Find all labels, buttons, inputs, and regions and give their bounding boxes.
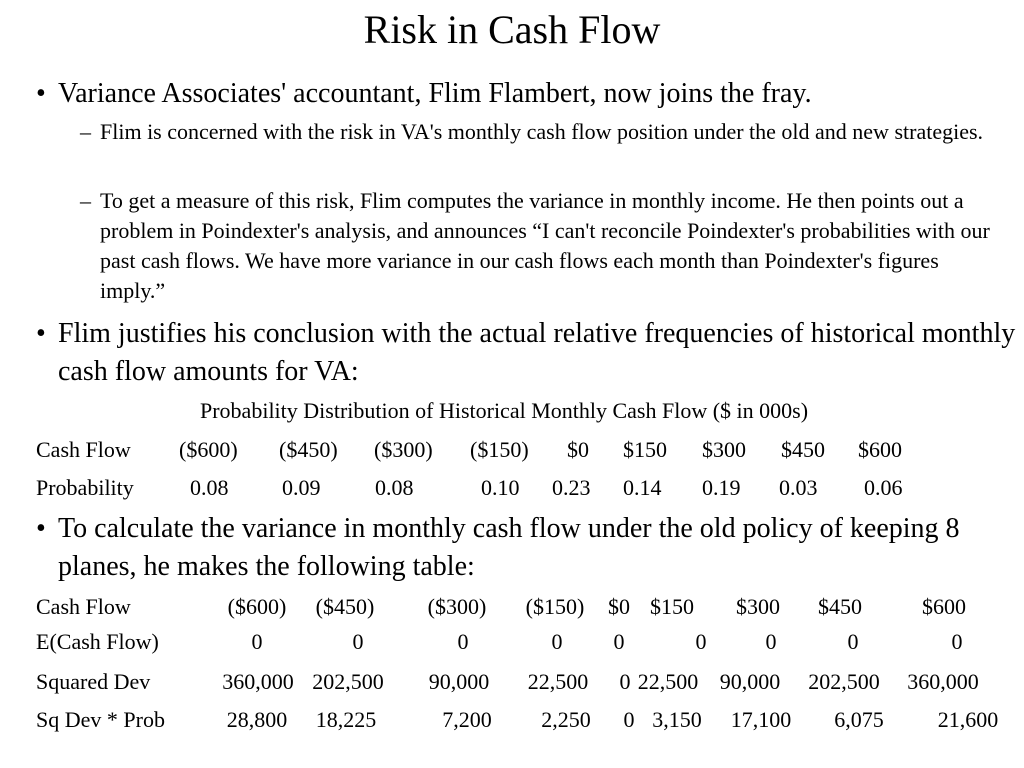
table-cell: $300 [736, 594, 780, 619]
probability-value: 0.06 [864, 475, 903, 500]
row-label: E(Cash Flow) [36, 629, 159, 654]
table-cell: 2,250 [541, 707, 591, 732]
table-cell: 0 [613, 629, 625, 654]
row-label: Cash Flow [36, 594, 131, 619]
slide-title: Risk in Cash Flow [363, 7, 661, 52]
table-cell: 22,500 [527, 669, 589, 694]
row-label: Probability [36, 475, 134, 500]
cash-flow-value: $300 [702, 437, 746, 462]
table-cell: 22,500 [637, 669, 699, 694]
table-cell: 0 [847, 629, 859, 654]
table-cell: 17,100 [730, 707, 792, 732]
sub-bullet-text: Flim is concerned with the risk in VA's monthly cash flow position under the old and new strategies. [100, 119, 984, 144]
bullet-marker: • [36, 513, 46, 544]
table-cell: ($600) [227, 594, 287, 619]
table-cell: 0 [765, 629, 777, 654]
table-cell: 0 [623, 707, 635, 732]
table-cell: 90,000 [719, 669, 781, 694]
sub-bullet-variance-measure [80, 186, 1000, 306]
sub-bullet-text: To get a measure of this risk, Flim computes the variance in monthly income. He then points out a problem in Poindexter's analysis, and announces “I can't reconcile Poindexter's probabilities with our past cash flows. We have more variance in our cash flows each month than Poindexter's figures imply.” [100, 188, 990, 303]
table-cell: 28,800 [226, 707, 288, 732]
table-cell: ($150) [525, 594, 585, 619]
probability-value: 0.03 [779, 475, 818, 500]
table-cell: 0 [457, 629, 469, 654]
table-cell: 360,000 [222, 669, 294, 694]
cash-flow-value: $0 [567, 437, 589, 462]
table-cell: $150 [650, 594, 694, 619]
probability-value: 0.19 [702, 475, 741, 500]
distribution-caption: Probability Distribution of Historical Monthly Cash Flow ($ in 000s) [200, 398, 809, 423]
table-cell: 0 [695, 629, 707, 654]
table-cell: ($300) [427, 594, 487, 619]
table-cell: $450 [818, 594, 862, 619]
table-cell: 0 [352, 629, 364, 654]
bullet-variance-table-intro [36, 510, 1016, 586]
table-cell: $600 [922, 594, 966, 619]
sub-bullet-risk-concern [80, 117, 1000, 147]
cash-flow-value: ($450) [279, 437, 338, 462]
probability-value: 0.10 [481, 475, 520, 500]
table-cell: $0 [608, 594, 630, 619]
row-label: Cash Flow [36, 437, 131, 462]
table-cell: 202,500 [312, 669, 384, 694]
cash-flow-value: $450 [781, 437, 825, 462]
cash-flow-value: ($300) [374, 437, 433, 462]
table-cell: 0 [951, 629, 963, 654]
table-cell: 3,150 [652, 707, 702, 732]
bullet-accountant [36, 75, 1016, 113]
probability-value: 0.09 [282, 475, 321, 500]
dash-marker: – [80, 188, 91, 213]
bullet-justification [36, 315, 1016, 391]
probability-value: 0.08 [375, 475, 414, 500]
bullet-marker: • [36, 318, 46, 349]
dash-marker: – [80, 119, 91, 144]
row-label: Squared Dev [36, 669, 151, 694]
table-cell: 360,000 [907, 669, 979, 694]
cash-flow-value: ($150) [470, 437, 529, 462]
bullet-text: Variance Associates' accountant, Flim Flambert, now joins the fray. [58, 78, 812, 109]
table-cell: ($450) [315, 594, 375, 619]
table-cell: 0 [619, 669, 631, 694]
table-cell: 90,000 [428, 669, 490, 694]
probability-value: 0.14 [623, 475, 662, 500]
bullet-text: Flim justifies his conclusion with the actual relative frequencies of historical monthly cash flow amounts for VA: [58, 318, 1016, 387]
table-cell: 21,600 [937, 707, 999, 732]
row-label: Sq Dev * Prob [36, 707, 165, 732]
cash-flow-value: $600 [858, 437, 902, 462]
probability-value: 0.23 [552, 475, 591, 500]
table-cell: 0 [551, 629, 563, 654]
table-cell: 0 [251, 629, 263, 654]
table-cell: 7,200 [442, 707, 492, 732]
probability-value: 0.08 [190, 475, 229, 500]
bullet-marker: • [36, 78, 46, 109]
table-cell: 6,075 [834, 707, 884, 732]
cash-flow-value: ($600) [179, 437, 238, 462]
table-cell: 18,225 [315, 707, 377, 732]
cash-flow-value: $150 [623, 437, 667, 462]
table-cell: 202,500 [808, 669, 880, 694]
bullet-text: To calculate the variance in monthly cash flow under the old policy of keeping 8 planes, he makes the following table: [58, 513, 960, 582]
